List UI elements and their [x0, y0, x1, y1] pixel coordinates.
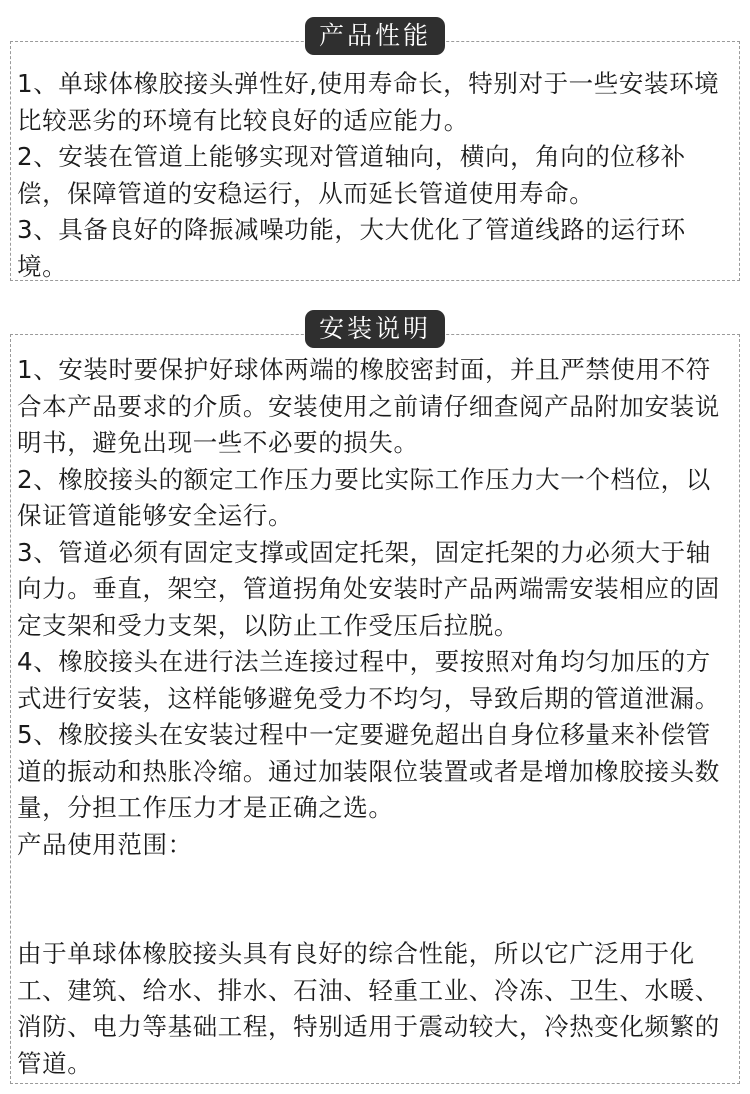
installation-item-3: 3、管道必须有固定支撑或固定托架，固定托架的力必须大于轴向力。垂直，架空，管道拐角处安装时产品两端需安装相应的固定支架和受力支架，以防止工作受压后拉脱。 [17, 537, 720, 640]
performance-item-1: 1、单球体橡胶接头弹性好,使用寿命长，特别对于一些安装环境比较恶劣的环境有比较良好的适应能力。 [17, 69, 720, 135]
spacer [17, 863, 735, 936]
performance-item-2: 2、安装在管道上能够实现对管道轴向，横向，角向的位移补偿，保障管道的安稳运行，从而延长管道使用寿命。 [17, 142, 686, 208]
installation-item-5: 5、橡胶接头在安装过程中一定要避免超出自身位移量来补偿管道的振动和热胀冷缩。通过加装限位装置或者是增加橡胶接头数量，分担工作压力才是正确之选。 [17, 720, 720, 822]
usage-scope-text: 由于单球体橡胶接头具有良好的综合性能，所以它广泛用于化工、建筑、给水、排水、石油、轻重工业、冷冻、卫生、水暖、消防、电力等基础工程，特别适用于震动较大，冷热变化频繁的管道。 [17, 939, 720, 1078]
performance-item-3: 3、具备良好的降振减噪功能，大大优化了管道线路的运行环境。 [17, 215, 686, 281]
installation-title: 安装说明 [305, 310, 445, 348]
product-performance-section [10, 21, 740, 281]
installation-item-4: 4、橡胶接头在进行法兰连接过程中，要按照对角均匀加压的方式进行安装，这样能够避免受力不均匀，导致后期的管道泄漏。 [17, 647, 720, 713]
installation-instructions-section [10, 314, 740, 1084]
performance-title: 产品性能 [305, 17, 445, 55]
installation-content [17, 352, 735, 1082]
installation-item-2: 2、橡胶接头的额定工作压力要比实际工作压力大一个档位，以保证管道能够安全运行。 [17, 464, 711, 530]
installation-item-1: 1、安装时要保护好球体两端的橡胶密封面，并且严禁使用不符合本产品要求的介质。安装使用之前请仔细查阅产品附加安装说明书，避免出现一些不必要的损失。 [17, 355, 720, 457]
usage-scope-label: 产品使用范围： [17, 829, 193, 859]
performance-content [17, 66, 735, 285]
